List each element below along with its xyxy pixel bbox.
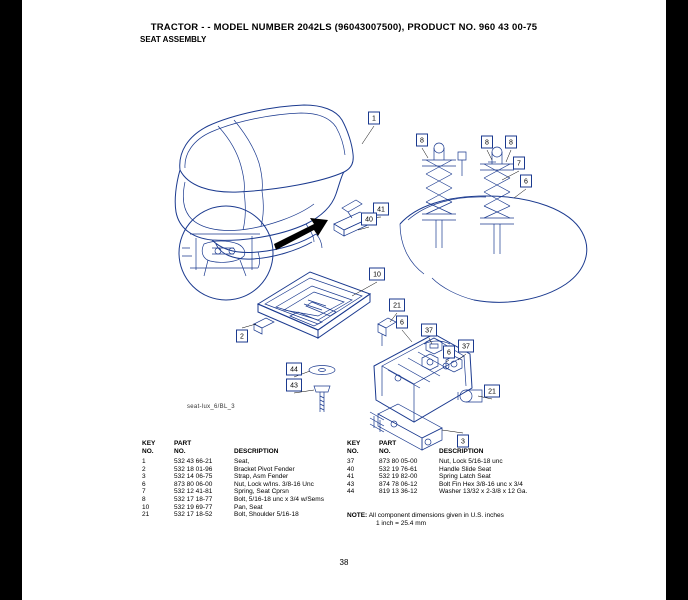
- cell-part-number: 532 43 66-21: [174, 458, 213, 465]
- callout-number: 40: [365, 216, 373, 224]
- cell-description: Strap, Asm Fender: [234, 473, 289, 481]
- cell-description: Bracket Pivot Fender: [234, 465, 295, 473]
- callout-number: 43: [290, 382, 298, 390]
- cell-key: 3: [142, 473, 146, 481]
- cell-part-number: 532 14 06-75: [174, 473, 213, 481]
- cell-description: Handle Slide Seat: [439, 465, 492, 473]
- cell-part-number: 532 17 18-52: [174, 511, 213, 519]
- callout-number: 7: [517, 160, 521, 168]
- page-title: TRACTOR - - MODEL NUMBER 2042LS (96043007500), PRODUCT NO. 960 43 00-75: [150, 22, 538, 33]
- cell-key: 10: [142, 503, 150, 511]
- callout-number: 44: [290, 366, 298, 374]
- cell-part-number: 874 78 06-12: [379, 480, 418, 488]
- callout-number: 41: [377, 206, 385, 214]
- callout-number: 6: [524, 178, 528, 186]
- detail-arrow: [274, 218, 328, 250]
- callout-number: 8: [485, 139, 489, 147]
- callout-number: 37: [462, 343, 470, 351]
- cell-description: Nut, Lock w/Ins. 3/8-16 Unc: [234, 480, 314, 488]
- cell-part-number: 532 19 69-77: [174, 503, 213, 511]
- cell-part-number: 532 12 41-81: [174, 488, 213, 496]
- cell-key: 6: [142, 480, 146, 488]
- callout-number: 10: [373, 271, 381, 279]
- cell-part-number: 532 19 76-61: [379, 465, 418, 473]
- seat-drawing: [175, 105, 353, 268]
- col-key-line2: NO.: [347, 448, 359, 455]
- callout-number: 21: [488, 388, 496, 396]
- note-line2: 1 inch = 25.4 mm: [376, 520, 427, 527]
- cell-key: 7: [142, 488, 146, 496]
- col-description: DESCRIPTION: [439, 448, 484, 455]
- cell-key: 2: [142, 465, 146, 473]
- cell-key: 1: [142, 458, 146, 465]
- callout-number: 21: [393, 302, 401, 310]
- col-key-line1: KEY: [142, 440, 156, 447]
- callout-number: 8: [509, 139, 513, 147]
- seat-latch-detail: [179, 206, 273, 300]
- col-part-line1: PART: [174, 440, 192, 447]
- page-number: 38: [339, 558, 349, 567]
- note-block: [347, 512, 504, 528]
- cell-key: 41: [347, 473, 355, 481]
- cell-part-number: 532 17 18-77: [174, 495, 213, 503]
- cell-part-number: 532 19 82-00: [379, 473, 418, 481]
- seat-springs: [422, 143, 514, 254]
- cell-part-number: 873 80 06-00: [174, 480, 213, 488]
- cell-description: Spring Latch Seat: [439, 473, 491, 481]
- pivot-bracket: [254, 318, 274, 334]
- callout-number: 37: [425, 327, 433, 335]
- col-part-line1: PART: [379, 440, 397, 447]
- cell-description: Bolt Fin Hex 3/8-16 unc x 3/4: [439, 480, 523, 488]
- cell-key: 8: [142, 495, 146, 503]
- cell-description: Bolt, 5/16-18 unc x 3/4 w/Sems: [234, 495, 324, 503]
- cell-description: Nut, Lock 5/16-18 unc: [439, 458, 503, 465]
- figure-caption: seat-lux_6/BL_3: [187, 404, 235, 410]
- col-description: DESCRIPTION: [234, 448, 279, 455]
- cell-part-number: 873 80 05-00: [379, 458, 418, 465]
- cell-description: Pan, Seat: [234, 503, 263, 511]
- cell-key: 44: [347, 488, 355, 496]
- callout-group: [237, 112, 532, 447]
- callout-number: 3: [461, 438, 465, 446]
- cell-part-number: 532 18 01-96: [174, 465, 213, 473]
- callout-number: 2: [240, 333, 244, 341]
- callout-number: 8: [420, 137, 424, 145]
- col-key-line2: NO.: [142, 448, 154, 455]
- seat-pan: [258, 272, 370, 338]
- page-subtitle: SEAT ASSEMBLY: [140, 35, 207, 44]
- col-part-line2: NO.: [174, 448, 186, 455]
- col-part-line2: NO.: [379, 448, 391, 455]
- callout-number: 1: [372, 115, 376, 123]
- cell-key: 40: [347, 465, 355, 473]
- cell-description: Bolt, Shoulder 5/16-18: [234, 511, 299, 519]
- cell-description: Washer 13/32 x 2-3/8 x 12 Ga.: [439, 488, 528, 496]
- callout-number: 6: [400, 319, 404, 327]
- cell-key: 43: [347, 480, 355, 488]
- note-line1: All component dimensions given in U.S. inches: [368, 512, 504, 519]
- cell-part-number: 819 13 36-12: [379, 488, 418, 496]
- callout-number: 6: [447, 349, 451, 357]
- col-key-line1: KEY: [347, 440, 361, 447]
- cell-key: 37: [347, 458, 355, 465]
- fender: [400, 196, 587, 302]
- cell-description: Spring, Seat Cprsn: [234, 488, 289, 496]
- cell-key: 21: [142, 511, 150, 519]
- cell-description: Seat,: [234, 458, 250, 465]
- note-label: NOTE:: [347, 512, 368, 519]
- document-page: [22, 0, 666, 600]
- washer-and-bolt: [309, 366, 335, 413]
